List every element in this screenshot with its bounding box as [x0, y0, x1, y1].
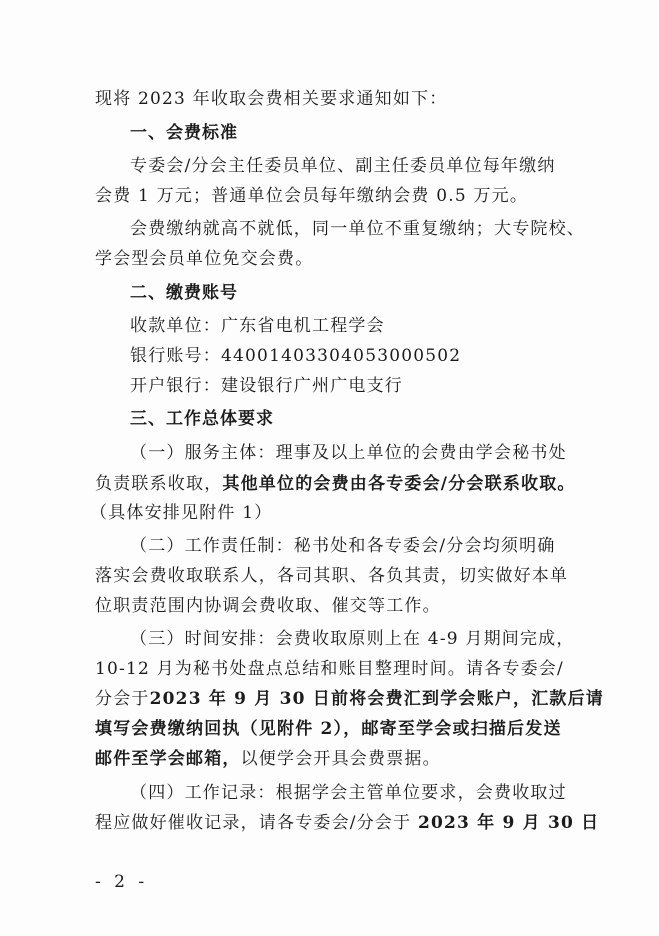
paragraph-line	[95, 748, 441, 770]
paragraph-line: 学会型会员单位免交会费。	[95, 249, 314, 269]
paragraph-line: 10-12 月为秘书处盘点总结和账目整理时间。请各专委会/	[95, 659, 564, 679]
text-span: 分会于	[95, 689, 150, 709]
paragraph-line: （三）时间安排：会费收取原则上在 4-9 月期间完成，	[130, 629, 575, 649]
bank-account-line: 银行账号：44001403304053000502	[130, 346, 462, 366]
paragraph-line: 落实会费收取联系人，各司其职、各负其责，切实做好本单	[95, 566, 569, 586]
section-heading-fee-standard: 一、会费标准	[130, 123, 238, 143]
text-span: 程应做好催收记录，请各专委会/分会于	[95, 813, 418, 833]
emphasis-line: 填写会费缴纳回执（见附件 2），邮寄至学会或扫描后发送	[95, 719, 562, 739]
bank-name-line: 开户银行：建设银行广州广电支行	[130, 376, 403, 396]
section-heading-payment-account: 二、缴费账号	[130, 283, 238, 303]
paragraph-line: 会费 1 万元；普通单位会员每年缴纳会费 0.5 万元。	[95, 186, 529, 206]
paragraph-line	[95, 473, 576, 495]
paragraph-line	[95, 812, 599, 834]
emphasis-text: 2023 年 9 月 30 日	[417, 813, 600, 833]
paragraph-line: （二）工作责任制：秘书处和各专委会/分会均须明确	[130, 536, 556, 556]
emphasis-text: 邮件至学会邮箱，	[95, 749, 241, 769]
paragraph-line: （具体安排见附件 1）	[90, 503, 273, 523]
paragraph-line: 专委会/分会主任委员单位、副主任委员单位每年缴纳	[130, 156, 556, 176]
paragraph-line: （一）服务主体：理事及以上单位的会费由学会秘书处	[130, 443, 567, 463]
paragraph-line: （四）工作记录：根据学会主管单位要求，会费收取过	[130, 783, 567, 803]
emphasis-text: 2023 年 9 月 30 日前将会费汇到学会账户，汇款后请	[149, 689, 605, 709]
paragraph-line: 会费缴纳就高不就低，同一单位不重复缴纳；大专院校、	[130, 219, 585, 239]
text-span: 以便学会开具会费票据。	[240, 749, 441, 769]
section-heading-requirements: 三、工作总体要求	[130, 409, 274, 429]
intro-line: 现将 2023 年收取会费相关要求通知如下：	[95, 89, 448, 109]
paragraph-line	[95, 688, 604, 710]
text-span: 负责联系收取，	[95, 474, 223, 494]
paragraph-line: 位职责范围内协调会费收取、催交等工作。	[95, 596, 441, 616]
emphasis-text: 其他单位的会费由各专委会/分会联系收取。	[222, 474, 576, 494]
page-number: - 2 -	[95, 872, 149, 892]
payee-line: 收款单位：广东省电机工程学会	[130, 316, 385, 336]
